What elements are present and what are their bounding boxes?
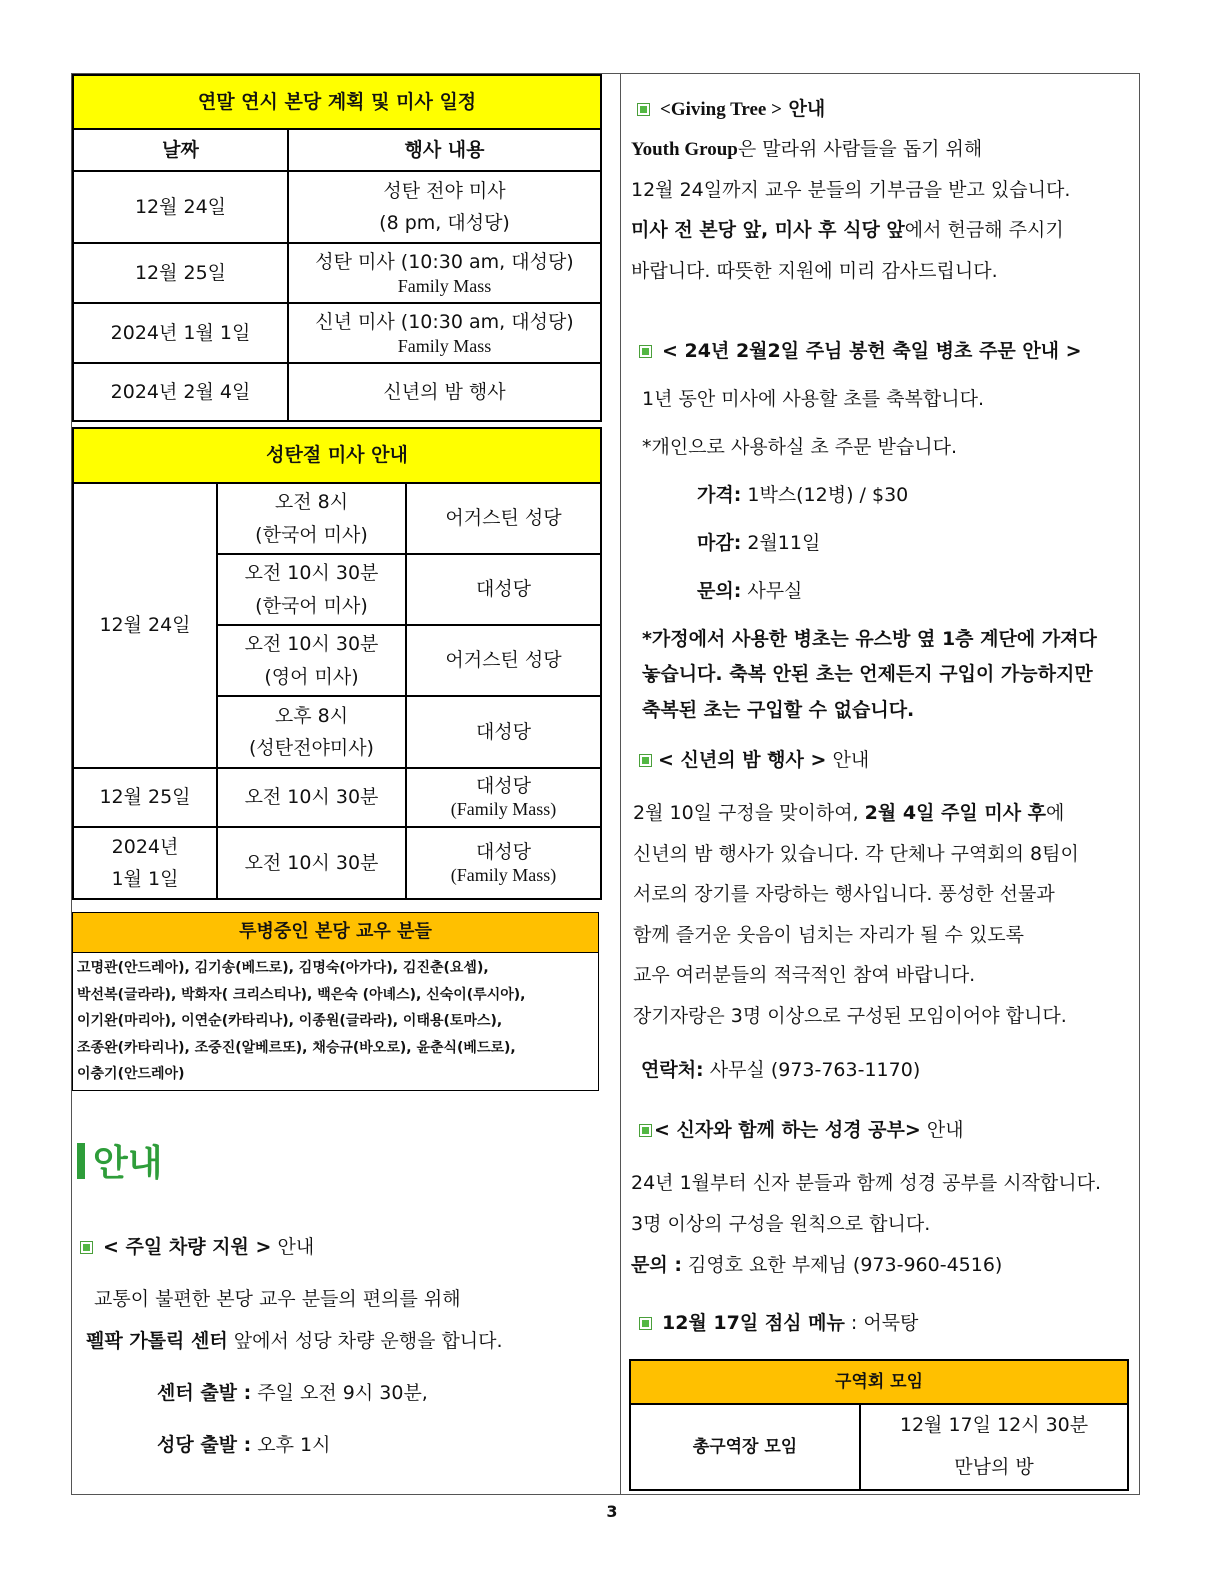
schedule-event-line2: Family Mass xyxy=(397,335,492,356)
christmas-date: 12월 24일 xyxy=(73,483,217,768)
candle-title xyxy=(639,336,1082,363)
time-line1: 오전 8시 xyxy=(274,491,349,514)
giving-title xyxy=(637,94,825,121)
sick-table xyxy=(72,912,599,1091)
price-label: 가격: xyxy=(697,484,742,506)
newyear-line4: 함께 즐거운 웃음이 넘치는 자리가 될 수 있도록 xyxy=(633,924,1025,946)
schedule-header-event: 행사 내용 xyxy=(288,129,601,171)
price-value: 1박스(12병) / $30 xyxy=(741,484,909,506)
heading-bar xyxy=(77,1143,85,1179)
deadline-value: 2월11일 xyxy=(741,532,821,554)
lunch-menu xyxy=(639,1308,918,1335)
schedule-title: 연말 연시 본당 계획 및 미사 일정 xyxy=(73,75,601,129)
district-time: 12월 17일 12시 30분 xyxy=(899,1414,1089,1437)
table-row xyxy=(73,363,601,421)
table-row xyxy=(73,303,601,363)
center-label: 센터 출발 : xyxy=(157,1382,252,1404)
giving-line2: 12월 24일까지 교우 분들의 기부금을 받고 있습니다. xyxy=(631,179,1071,201)
church-label: 성당 출발 : xyxy=(157,1434,252,1456)
christmas-place: 어거스틴 성당 xyxy=(406,625,601,696)
time-line1: 오전 10시 30분 xyxy=(244,633,379,656)
sick-list xyxy=(73,953,599,1091)
sick-title: 투병중인 본당 교우 분들 xyxy=(73,913,599,953)
christmas-time xyxy=(217,625,406,696)
giving-line1 xyxy=(631,134,982,161)
candle-line1: 1년 동안 미사에 사용할 초를 축복합니다. xyxy=(642,388,984,410)
christmas-time: 오전 10시 30분 xyxy=(217,768,406,827)
district-details xyxy=(860,1404,1128,1490)
page-number: 3 xyxy=(606,1502,618,1521)
square-bullet-icon xyxy=(639,345,652,358)
candle-title-text: < 24년 2월2일 주님 봉헌 축일 병초 주문 안내 > xyxy=(662,340,1082,362)
place-line1: 대성당 xyxy=(475,840,532,863)
giving-location: 미사 전 본당 앞, 미사 후 식당 앞 xyxy=(631,219,905,241)
schedule-event-line1: 성탄 전야 미사 xyxy=(383,179,506,202)
giving-title-text: <Giving Tree > xyxy=(660,99,782,120)
christmas-time xyxy=(217,554,406,625)
vehicle-title xyxy=(80,1232,314,1259)
lunch-value: : 어묵탕 xyxy=(844,1312,919,1334)
square-bullet-icon xyxy=(637,103,650,116)
square-bullet-icon xyxy=(639,754,652,767)
newyear-title-text: < 신년의 밤 행사 > xyxy=(658,749,827,771)
schedule-table xyxy=(72,74,602,422)
newyear-line6: 장기자랑은 3명 이상으로 구성된 모임이어야 합니다. xyxy=(633,1005,1067,1027)
district-name: 총구역장 모임 xyxy=(630,1404,860,1490)
bible-title xyxy=(639,1115,964,1142)
date-line1: 2024년 xyxy=(111,835,179,858)
christmas-place xyxy=(406,768,601,827)
giving-line1-rest: 은 말라위 사람들을 돕기 위해 xyxy=(737,138,983,160)
giving-line4: 바랍니다. 따뜻한 지원에 미리 감사드립니다. xyxy=(631,260,998,282)
sick-line: 이충기(안드레아) xyxy=(77,1066,185,1083)
giving-title-suffix: 안내 xyxy=(781,98,826,120)
christmas-date: 12월 25일 xyxy=(73,768,217,827)
schedule-event xyxy=(288,171,601,243)
schedule-event-line2: Family Mass xyxy=(397,275,492,296)
square-bullet-icon xyxy=(80,1241,93,1254)
christmas-date xyxy=(73,827,217,899)
candle-note2: 놓습니다. 축복 안된 초는 언제든지 구입이 가능하지만 xyxy=(642,663,1093,685)
vehicle-church xyxy=(157,1430,330,1457)
table-row xyxy=(73,171,601,243)
candle-line2: *개인으로 사용하실 초 주문 받습니다. xyxy=(642,436,958,458)
vehicle-line2-rest: 앞에서 성당 차량 운행을 합니다. xyxy=(227,1330,503,1352)
newyear-title-suffix: 안내 xyxy=(826,749,870,771)
schedule-event-line2: (8 pm, 대성당) xyxy=(379,212,510,234)
church-value: 오후 1시 xyxy=(251,1434,331,1456)
christmas-time: 오전 10시 30분 xyxy=(217,827,406,899)
table-row xyxy=(630,1404,1128,1490)
candle-deadline xyxy=(697,528,820,555)
schedule-event xyxy=(288,303,601,363)
contact-value: 김영호 요한 부제님 (973-960-4516) xyxy=(681,1254,1003,1276)
youth-group: Youth Group xyxy=(631,139,738,160)
square-bullet-icon xyxy=(639,1317,652,1330)
table-row xyxy=(73,768,601,827)
table-row xyxy=(73,243,601,303)
section-heading xyxy=(77,1135,163,1186)
schedule-header-date: 날짜 xyxy=(73,129,288,171)
schedule-date: 2024년 2월 4일 xyxy=(73,363,288,421)
time-line2: (영어 미사) xyxy=(264,665,359,688)
bible-title-text: < 신자와 함께 하는 성경 공부> xyxy=(654,1119,921,1141)
place-line1: 대성당 xyxy=(475,775,532,798)
vehicle-center xyxy=(157,1378,428,1405)
date-line2: 1월 1일 xyxy=(111,868,179,890)
district-table xyxy=(629,1359,1129,1491)
schedule-date: 12월 24일 xyxy=(73,171,288,243)
candle-contact xyxy=(697,576,802,603)
newyear-line1-a: 2월 10일 구정을 맞이하여, xyxy=(633,802,865,824)
contact-value: 사무실 xyxy=(741,580,803,602)
giving-line3-rest: 에서 헌금해 주시기 xyxy=(904,219,1064,241)
column-divider xyxy=(620,73,621,1495)
section-heading-text: 안내 xyxy=(93,1143,163,1184)
vehicle-title-suffix: 안내 xyxy=(271,1236,315,1258)
time-line2: (한국어 미사) xyxy=(255,594,368,617)
lunch-title: 12월 17일 점심 메뉴 xyxy=(662,1312,845,1334)
newyear-title xyxy=(639,745,869,772)
candle-price xyxy=(697,480,908,507)
contact-label: 문의: xyxy=(697,580,742,602)
christmas-place: 대성당 xyxy=(406,554,601,625)
newyear-line1 xyxy=(633,798,1064,825)
newyear-line2: 신년의 밤 행사가 있습니다. 각 단체나 구역회의 8팀이 xyxy=(633,843,1079,865)
square-bullet-icon xyxy=(639,1124,652,1137)
schedule-date: 12월 25일 xyxy=(73,243,288,303)
christmas-title: 성탄절 미사 안내 xyxy=(73,428,601,483)
bible-contact xyxy=(631,1250,1002,1277)
giving-line3 xyxy=(631,215,1064,242)
schedule-event xyxy=(288,243,601,303)
candle-note3: 축복된 초는 구입할 수 없습니다. xyxy=(642,699,915,721)
bible-line2: 3명 이상의 구성을 원칙으로 합니다. xyxy=(631,1213,931,1235)
time-line2: (성탄전야미사) xyxy=(249,737,374,759)
bible-title-suffix: 안내 xyxy=(920,1119,964,1141)
center-value: 주일 오전 9시 30분, xyxy=(251,1382,428,1404)
district-title: 구역회 모임 xyxy=(630,1360,1128,1404)
sick-line: 박선복(글라라), 박화자( 크리스티나), 백은숙 (아녜스), 신숙이(루시아), xyxy=(77,986,526,1003)
newyear-line1-c: 에 xyxy=(1046,802,1065,824)
table-row xyxy=(73,483,601,554)
christmas-time xyxy=(217,483,406,554)
newyear-contact xyxy=(641,1055,920,1082)
district-place: 만남의 방 xyxy=(954,1456,1034,1478)
vehicle-title-text: < 주일 차량 지원 > xyxy=(103,1236,272,1258)
contact-label: 문의 : xyxy=(631,1254,682,1276)
christmas-place: 어거스틴 성당 xyxy=(406,483,601,554)
sick-line: 이기완(마리아), 이연순(카타리나), 이종원(글라라), 이태용(토마스), xyxy=(77,1013,503,1030)
contact-value: 사무실 (973-763-1170) xyxy=(703,1059,921,1081)
schedule-event: 신년의 밤 행사 xyxy=(288,363,601,421)
time-line1: 오전 10시 30분 xyxy=(244,562,379,585)
schedule-event-line1: 성탄 미사 (10:30 am, 대성당) xyxy=(315,250,574,273)
time-line2: (한국어 미사) xyxy=(255,523,368,546)
bible-line1: 24년 1월부터 신자 분들과 함께 성경 공부를 시작합니다. xyxy=(631,1172,1102,1194)
newyear-line1-bold: 2월 4일 주일 미사 후 xyxy=(864,802,1047,824)
christmas-time xyxy=(217,696,406,768)
schedule-date: 2024년 1월 1일 xyxy=(73,303,288,363)
place-line2: (Family Mass) xyxy=(450,799,557,820)
christmas-table xyxy=(72,427,602,900)
place-line2: (Family Mass) xyxy=(450,864,557,885)
newyear-line3: 서로의 장기를 자랑하는 행사입니다. 풍성한 선물과 xyxy=(633,883,1055,905)
candle-note1: *가정에서 사용한 병초는 유스방 옆 1층 계단에 가져다 xyxy=(642,628,1097,650)
christmas-place xyxy=(406,827,601,899)
table-row xyxy=(73,827,601,899)
contact-label: 연락처: xyxy=(641,1059,704,1081)
time-line1: 오후 8시 xyxy=(274,704,349,727)
newyear-line5: 교우 여러분들의 적극적인 참여 바랍니다. xyxy=(633,964,976,986)
sick-line: 조종완(카타리나), 조중진(알베르또), 채승규(바오로), 윤춘식(베드로), xyxy=(77,1039,516,1056)
vehicle-location: 펠팍 가톨릭 센터 xyxy=(86,1330,228,1352)
christmas-place: 대성당 xyxy=(406,696,601,768)
sick-line: 고명관(안드레아), 김기송(베드로), 김명숙(아가다), 김진춘(요셉), xyxy=(77,960,489,976)
schedule-event-line1: 신년 미사 (10:30 am, 대성당) xyxy=(315,310,574,333)
deadline-label: 마감: xyxy=(697,532,742,554)
vehicle-line2 xyxy=(86,1326,503,1353)
vehicle-line1: 교통이 불편한 본당 교우 분들의 편의를 위해 xyxy=(94,1288,461,1310)
